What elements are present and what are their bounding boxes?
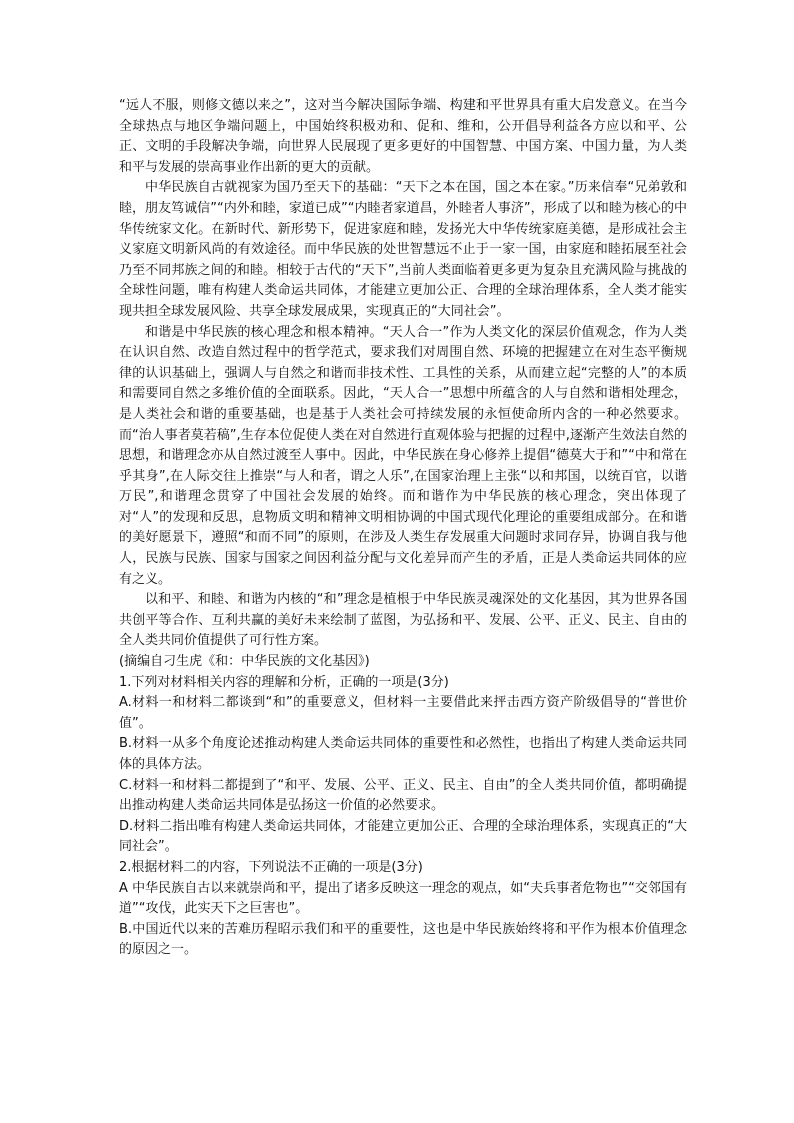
body-paragraph-4: 以和平、和睦、和谐为内核的“和”理念是植根于中华民族灵魂深处的文化基因，其为世界各国共创平等合作、互利共赢的美好未来绘制了蓝图，为弘扬和平、发展、公平、正义、民主、自由的全人类共同价值提供了可行性方案。 bbox=[119, 592, 687, 649]
body-paragraph-2: 中华民族自古就视家为国乃至天下的基础：“天下之本在国，国之本在家。”历来信奉“兄弟敦和睦，朋友笃诚信”“内外和睦，家道已成”“内睦者家道昌，外睦者人事济”，形成了以和睦为核心的中华传统家文化。在新时代、新形势下，促进家庭和睦，发扬光大中华传统家庭美德，是形成社会主义家庭文明新风尚的有效途径。而中华民族的处世智慧远不止于一家一国，由家庭和睦拓展至社会乃至不同邦族之间的和睦。相较于古代的“天下”,当前人类面临着更多更为复杂且充满风险与挑战的全球性问题，唯有构建人类命运共同体，才能建立更加公正、合理的全球治理体系，全人类才能实现共担全球发展风险、共享全球发展成果，实现真正的“大同社会”。 bbox=[119, 180, 687, 319]
body-paragraph-1: “远人不服，则修文德以来之”，这对当今解决国际争端、构建和平世界具有重大启发意义。在当今全球热点与地区争端问题上，中国始终积极劝和、促和、维和，公开倡导利益各方应以和平、公正、文明的手段解决争端，向世界人民展现了更多更好的中国智慧、中国方案、中国力量，为人类和平与发展的崇高事业作出新的更大的贡献。 bbox=[119, 98, 687, 175]
source-citation: (摘编自刁生虎《和：中华民族的文化基因》) bbox=[119, 654, 370, 670]
option-c: C.材料一和材料二都提到了“和平、发展、公平、正义、民主、自由”的全人类共同价值，都明确提出推动构建人类命运共同体是弘扬这一价值的必然要求。 bbox=[119, 777, 687, 814]
option-a: A.材料一和材料二都谈到“和”的重要意义，但材料一主要借此来抨击西方资产阶级倡导的“普世价值”。 bbox=[119, 695, 687, 731]
option-b: B.材料一从多个角度论述推动构建人类命运共同体的重要性和必然性，也指出了构建人类命运共同体的具体方法。 bbox=[119, 736, 687, 772]
option-d: D.材料二指出唯有构建人类命运共同体，才能建立更加公正、合理的全球治理体系，实现真正的“大同社会”。 bbox=[119, 818, 687, 855]
document-page bbox=[119, 96, 687, 961]
question-1 bbox=[119, 673, 687, 858]
question-stem: 1.下列对材料相关内容的理解和分析，正确的一项是(3分) bbox=[119, 674, 449, 690]
question-stem: 2.根据材料二的内容，下列说法不正确的一项是(3分) bbox=[119, 859, 423, 875]
body-paragraph-3: 和谐是中华民族的核心理念和根本精神。“天人合一”作为人类文化的深层价值观念，作为人类在认识自然、改造自然过程中的哲学范式，要求我们对周围自然、环境的把握建立在对生态平衡规律的认识基础上，强调人与自然之和谐而非技术性、工具性的关系，从而建立起“完整的人”的本质和需要同自然之多维价值的全面联系。因此，“天人合一”思想中所蕴含的人与自然和谐相处理念，是人类社会和谐的重要基础，也是基于人类社会可持续发展的永恒使命所内含的一种必然要求。而“治人事者莫若稿”,生存本位促使人类在对自然进行直观体验与把握的过程中,逐渐产生效法自然的思想，和谐理念亦从自然过渡至人事中。因此，中华民族在身心修养上提倡“德莫大于和”“中和常在乎其身”,在人际交往上推崇“与人和者，谓之人乐”,在国家治理上主张“以和邦国，以统百官，以谐万民”,和谐理念贯穿了中国社会发展的始终。而和谐作为中华民族的核心理念，突出体现了对“人”的发现和反思，息物质文明和精神文明相协调的中国式现代化理论的重要组成部分。在和谐的美好愿景下，遵照“和而不同”的原则，在涉及人类生存发展重大问题时求同存异，协调自我与他人，民族与民族、国家与国家之间因利益分配与文化差异而产生的矛盾，正是人类命运共同体的应有之义。 bbox=[119, 324, 687, 587]
option-a: A 中华民族自古以来就崇尚和平，提出了诸多反映这一理念的观点，如“夫兵事者危物也”“交邻国有道”“攻伐，此实天下之巨害也”。 bbox=[119, 880, 687, 917]
question-2 bbox=[119, 858, 687, 961]
option-b: B.中国近代以来的苦难历程昭示我们和平的重要性，这也是中华民族始终将和平作为根本价值理念的原因之一。 bbox=[119, 921, 687, 958]
